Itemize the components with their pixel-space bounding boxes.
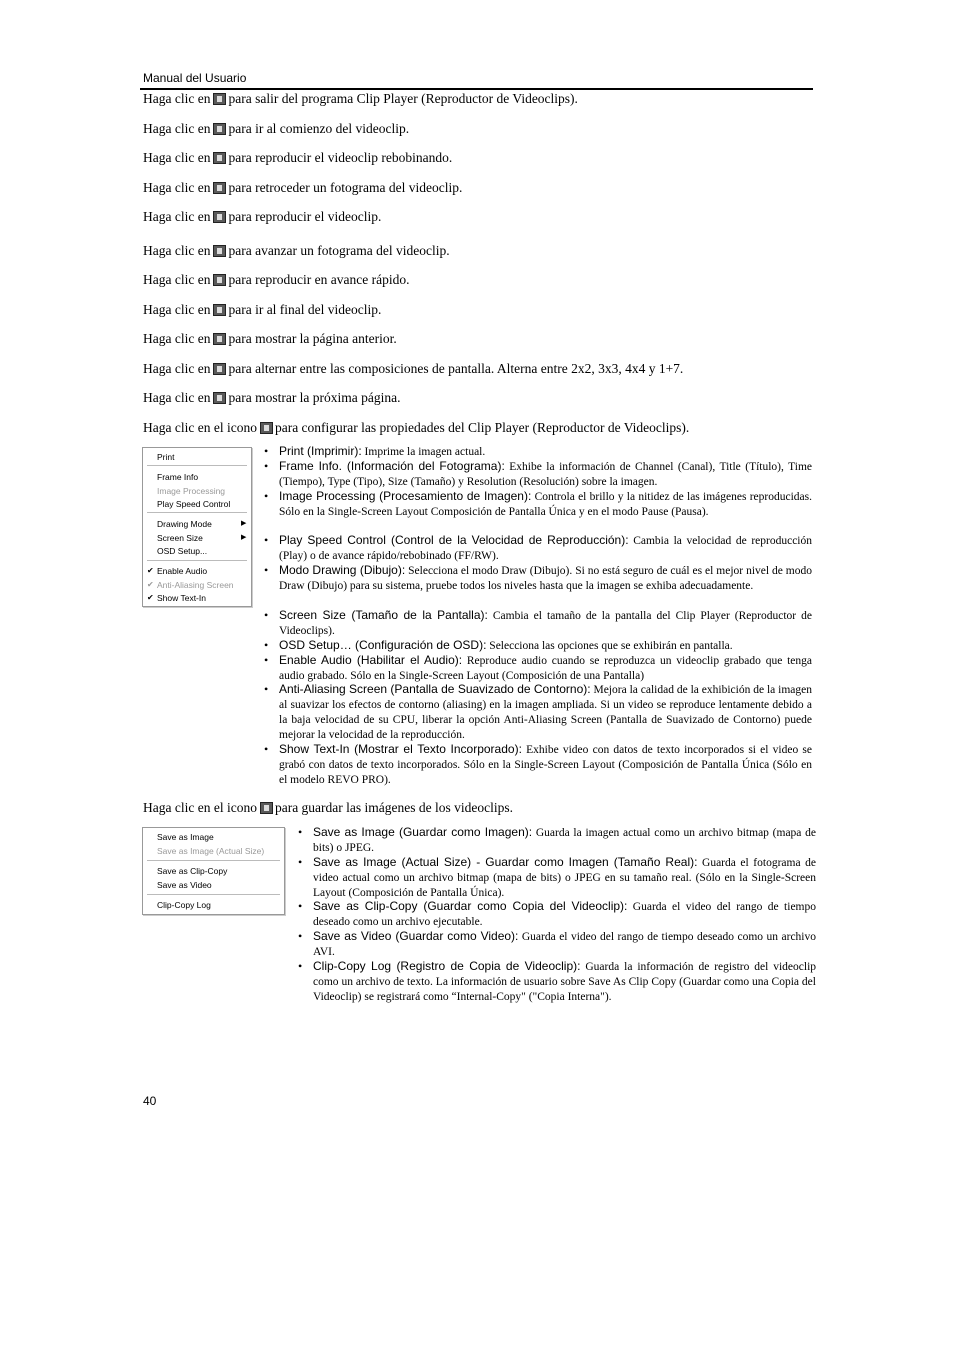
bullet-text: Exhibe la información de Channel (Canal), Title (Título), Time (Tiempo), Type (Tipo), Size (Tamaño) y Resolution (Resolución) sobre la imagen. xyxy=(279,461,813,488)
menu-item-label: Enable Audio xyxy=(157,566,208,576)
menu-item-save-as-image-actual-size: Save as Image (Actual Size) xyxy=(157,846,265,856)
bullet-text: Selecciona las opciones que se exhibirán en pantalla. xyxy=(486,640,733,652)
bullet-item: • Save as Image (Guardar como Imagen): Guarda la imagen actual como un archivo bitmap (mapa de bits) o JPEG. xyxy=(298,825,816,854)
bullet-item: • Save as Clip-Copy (Guardar como Copia del Videoclip): Guarda el video del rango de tiempo deseado como un archivo ejecutable. xyxy=(298,899,816,928)
bullet-item: • Clip-Copy Log (Registro de Copia de Videoclip): Guarda la información de registro del videoclip como un archivo de texto. La información de usuario sobre Save As Clip Copy (Guardar como una Copia del Videoclip) se registrará como “Internal-Copy" ("Copia Interna"). xyxy=(298,959,817,1003)
bullet-text: Guarda el video del rango de tiempo deseado como un archivo ejecutable. xyxy=(313,901,816,928)
bullet-text: Imprime la imagen actual. xyxy=(361,446,486,458)
go-to-start-icon xyxy=(213,123,226,135)
bullet-item: • Save as Image (Actual Size) - Guardar como Imagen (Tamaño Real): Guarda el fotograma de video actual como un archivo bitmap (mapa de bits) o JPEG en su tamaño real. (Sólo en la Single-Screen Layout (Composición de Pantalla Única). xyxy=(298,855,816,899)
save-icon xyxy=(260,802,273,814)
bullet-item: • Play Speed Control (Control de la Velocidad de Reproducción): Cambia la velocidad de reproducción (Play) o de avance rápido/rebobinado (FF/RW). xyxy=(264,533,812,562)
instruction-line: Haga clic en para mostrar la página anterior. xyxy=(143,331,397,346)
bullet-text: Guarda el video del rango de tiempo deseado como un archivo AVI. xyxy=(313,931,816,958)
menu-item-show-text-in[interactable] xyxy=(147,593,206,603)
instruction-line: Haga clic en para salir del programa Clip Player (Reproductor de Videoclips). xyxy=(143,91,578,106)
menu-item-enable-audio[interactable] xyxy=(147,566,208,576)
menu-item-osd-setup[interactable]: OSD Setup... xyxy=(157,546,208,556)
menu-item-label: Screen Size xyxy=(157,533,203,543)
instruction-line: Haga clic en el icono para guardar las imágenes de los videoclips. xyxy=(143,800,513,815)
checkmark-icon: ✔ xyxy=(147,593,154,602)
bullet-item: • Anti-Aliasing Screen (Pantalla de Suavizado de Contorno): Mejora la calidad de la exhibición de la imagen al suavizar los efectos de contorno (aliasing) en la imagen ampliada. Si un video se reproduce lentamente debido a la baja velocidad de su CPU, liberar la opción Anti-Aliasing Screen (Pantalla de Suavizado de Contorno) puede mejorar la velocidad de la reproducción. xyxy=(264,682,812,741)
page-number: 40 xyxy=(143,1094,157,1108)
bullet-text: Controla el brillo y la nitidez de las imágenes reproducidas. Sólo en la Single-Screen Layout Composición de Pantalla Única y en el modo Pause (Pausa). xyxy=(279,491,812,518)
instruction-line: Haga clic en para avanzar un fotograma del videoclip. xyxy=(143,243,450,258)
instruction-line: Haga clic en para reproducir en avance rápido. xyxy=(143,272,410,287)
bullet-item: • Show Text-In (Mostrar el Texto Incorporado): Exhibe video con datos de texto incorporados si el video se grabó con datos de texto incorporados. Sólo en la Single-Screen Layout (Composición de Pantalla Única (Sólo en el modelo REVO PRO). xyxy=(264,742,812,786)
bullet-text: Reproduce audio cuando se reproduzca un videoclip grabado que tenga audio grabado. Sólo en la Single-Screen Layout (Composición de una Pantalla) xyxy=(279,655,812,682)
bullet-term: Play Speed Control (Control de la Velocidad de Reproducción): xyxy=(279,533,629,547)
checkmark-icon: ✔ xyxy=(147,580,154,589)
menu-item-label: Drawing Mode xyxy=(157,519,212,529)
bullet-term: Show Text-In (Mostrar el Texto Incorporado): xyxy=(279,742,522,756)
step-back-icon xyxy=(213,182,226,194)
rewind-play-icon xyxy=(213,152,226,164)
menu-item-anti-aliasing-screen xyxy=(147,580,234,590)
properties-context-menu xyxy=(142,447,252,607)
next-page-icon xyxy=(213,392,226,404)
bullet-term: Image Processing (Procesamiento de Imagen): xyxy=(279,489,532,503)
bullet-term: Print (Imprimir): xyxy=(279,444,362,458)
instruction-line: Haga clic en para ir al final del videoclip. xyxy=(143,302,382,317)
bullet-text: Exhibe video con datos de texto incorporados si el video se grabó con datos de texto incorporados. Sólo en la Single-Screen Layout (Composición de Pantalla Única (Sólo en el modelo REVO PRO). xyxy=(279,744,812,786)
bullet-item: • Image Processing (Procesamiento de Imagen): Controla el brillo y la nitidez de las imágenes reproducidas. Sólo en la Single-Screen Layout Composición de Pantalla Única y en el modo Pause (Pausa). xyxy=(264,489,812,518)
bullet-term: Save as Video (Guardar como Video): xyxy=(313,929,519,943)
header-rule xyxy=(140,88,813,90)
menu-item-image-processing: Image Processing xyxy=(157,486,226,496)
bullet-text: Mejora la calidad de la exhibición de la imagen al suavizar los efectos de contorno (aliasing) en la imagen ampliada. Si un video se reproduce lentamente debido a la baja velocidad de su CPU, liberar la opción Anti-Aliasing Screen (Pantalla de Suavizado de Contorno) puede mejorar la velocidad de la reproducción. xyxy=(279,684,812,741)
bullet-term: Clip-Copy Log (Registro de Copia de Videoclip): xyxy=(313,959,581,973)
menu-item-play-speed-control[interactable]: Play Speed Control xyxy=(157,499,231,509)
menu-item-save-as-image[interactable]: Save as Image xyxy=(157,832,214,842)
instruction-line: Haga clic en para mostrar la próxima página. xyxy=(143,390,401,405)
play-icon xyxy=(213,211,226,223)
bullet-item: • Save as Video (Guardar como Video): Guarda el video del rango de tiempo deseado como un archivo AVI. xyxy=(298,929,816,958)
menu-item-print[interactable]: Print xyxy=(157,452,175,462)
step-forward-icon xyxy=(213,245,226,257)
bullet-text: Cambia el tamaño de la pantalla del Clip Player (Reproductor de Videoclips). xyxy=(279,610,813,637)
bullet-term: Screen Size (Tamaño de la Pantalla): xyxy=(279,608,488,622)
instruction-line: Haga clic en para alternar entre las composiciones de pantalla. Alterna entre 2x2, 3x3, 4x4 y 1+7. xyxy=(143,361,684,376)
submenu-arrow-icon: ▶ xyxy=(241,520,247,527)
menu-separator xyxy=(147,860,280,861)
bullet-text: Guarda el fotograma de video actual como un archivo bitmap (mapa de bits) o JPEG en su tamaño real. (Sólo en la Single-Screen Layout (Composición de Pantalla Única). xyxy=(313,857,816,899)
menu-item-drawing-mode[interactable] xyxy=(157,519,247,529)
submenu-arrow-icon: ▶ xyxy=(241,534,247,541)
bullet-term: Save as Image (Actual Size) - Guardar como Imagen (Tamaño Real): xyxy=(313,855,698,869)
instruction-line: Haga clic en para reproducir el videoclip rebobinando. xyxy=(143,150,453,165)
running-header: Manual del Usuario xyxy=(143,71,247,85)
menu-item-label: Anti-Aliasing Screen xyxy=(157,580,234,590)
instruction-line: Haga clic en para ir al comienzo del videoclip. xyxy=(143,121,410,136)
bullet-term: Frame Info. (Información del Fotograma): xyxy=(279,459,505,473)
properties-icon xyxy=(260,422,273,434)
exit-icon xyxy=(213,93,226,105)
bullet-term: OSD Setup… (Configuración de OSD): xyxy=(279,638,487,652)
bullet-text: Cambia la velocidad de reproducción (Play) o de avance rápido/rebobinado (FF/RW). xyxy=(279,535,812,562)
menu-separator xyxy=(147,512,247,513)
save-context-menu xyxy=(142,827,285,915)
bullet-term: Modo Drawing (Dibujo): xyxy=(279,563,406,577)
menu-separator xyxy=(147,465,247,466)
instruction-line: Haga clic en el icono para configurar las propiedades del Clip Player (Reproductor de Videoclips). xyxy=(143,420,690,435)
bullet-item: • OSD Setup… (Configuración de OSD): Selecciona las opciones que se exhibirán en pantalla. xyxy=(264,638,733,652)
menu-item-clip-copy-log[interactable]: Clip-Copy Log xyxy=(157,900,211,910)
bullet-text: Guarda la información de registro del videoclip como un archivo de texto. La información de usuario sobre Save As Clip Copy (Guardar como una Copia del Videoclip) se registrará como “Internal-Copy" ("Copia Interna"). xyxy=(313,961,817,1003)
bullet-term: Save as Image (Guardar como Imagen): xyxy=(313,825,533,839)
menu-item-frame-info[interactable]: Frame Info xyxy=(157,472,199,482)
bullet-term: Anti-Aliasing Screen (Pantalla de Suavizado de Contorno): xyxy=(279,682,591,696)
menu-item-save-as-clip-copy[interactable]: Save as Clip-Copy xyxy=(157,866,228,876)
bullet-text: Selecciona el modo Draw (Dibujo). Si no está seguro de cuál es el mejor nivel de modo Draw (Dibujo) para su sistema, pruebe todos los niveles hasta que la imagen se exhiba adecuadamente. xyxy=(279,565,813,592)
bullet-item: • Enable Audio (Habilitar el Audio): Reproduce audio cuando se reproduzca un videoclip grabado que tenga audio grabado. Sólo en la Single-Screen Layout (Composición de una Pantalla) xyxy=(264,653,812,682)
menu-separator xyxy=(147,894,280,895)
menu-item-label: Show Text-In xyxy=(157,593,206,603)
menu-item-save-as-video[interactable]: Save as Video xyxy=(157,880,212,890)
bullet-item: • Screen Size (Tamaño de la Pantalla): Cambia el tamaño de la pantalla del Clip Player (Reproductor de Videoclips). xyxy=(264,608,813,637)
bullet-item: • Modo Drawing (Dibujo): Selecciona el modo Draw (Dibujo). Si no está seguro de cuál es el mejor nivel de modo Draw (Dibujo) para su sistema, pruebe todos los niveles hasta que la imagen se exhiba adecuadamente. xyxy=(264,563,813,592)
previous-page-icon xyxy=(213,333,226,345)
screen-layout-icon xyxy=(213,363,226,375)
menu-item-screen-size[interactable] xyxy=(157,533,247,543)
menu-separator xyxy=(147,560,247,561)
bullet-term: Save as Clip-Copy (Guardar como Copia del Videoclip): xyxy=(313,899,628,913)
fast-forward-icon xyxy=(213,274,226,286)
bullet-text: Guarda la imagen actual como un archivo bitmap (mapa de bits) o JPEG. xyxy=(313,827,816,854)
instruction-line: Haga clic en para retroceder un fotograma del videoclip. xyxy=(143,180,463,195)
bullet-item: • Frame Info. (Información del Fotograma): Exhibe la información de Channel (Canal), Title (Título), Time (Tiempo), Type (Tipo), Size (Tamaño) y Resolution (Resolución) sobre la imagen. xyxy=(264,459,813,488)
bullet-term: Enable Audio (Habilitar el Audio): xyxy=(279,653,463,667)
bullet-item: • Print (Imprimir): Imprime la imagen actual. xyxy=(264,444,486,458)
checkmark-icon: ✔ xyxy=(147,566,154,575)
instruction-line: Haga clic en para reproducir el videoclip. xyxy=(143,209,382,224)
go-to-end-icon xyxy=(213,304,226,316)
